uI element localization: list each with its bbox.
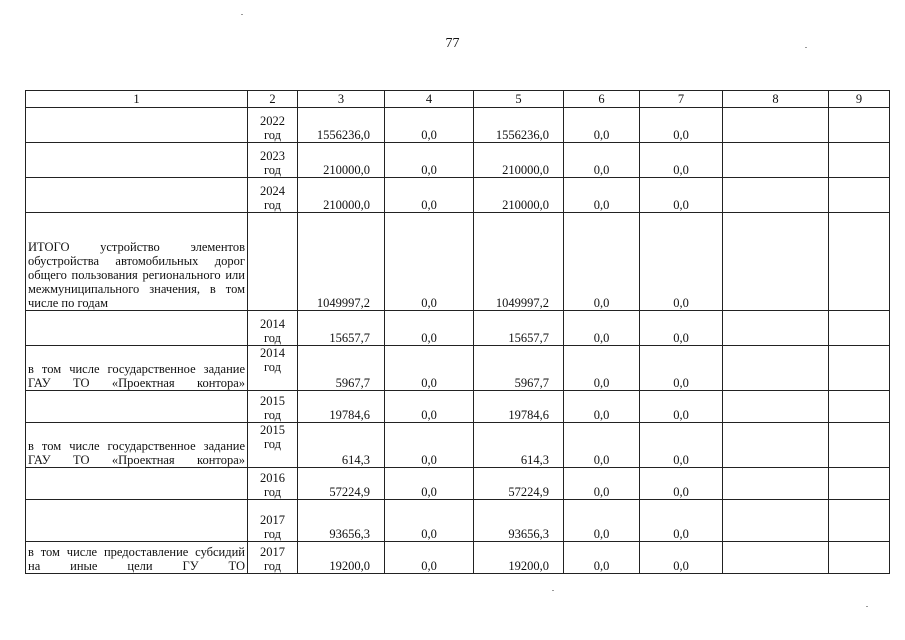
value-cell: 210000,0 [474,178,564,213]
column-header: 2 [248,91,298,108]
table-row [26,143,890,178]
column-header: 9 [829,91,890,108]
column-header: 6 [564,91,640,108]
empty-cell [829,346,890,391]
page-number: 77 [445,36,460,51]
row-label: в том числе государственное задание ГАУ ТО «Проектная контора» [26,346,248,391]
year-cell: 2023 год [248,143,298,178]
budget-table [25,90,890,574]
value-cell: 0,0 [640,346,723,391]
value-cell: 0,0 [564,311,640,346]
value-cell: 0,0 [564,143,640,178]
empty-cell [829,311,890,346]
year-cell: 2024 год [248,178,298,213]
year-cell: 2014 год [248,311,298,346]
value-cell: 0,0 [385,500,474,542]
value-cell: 0,0 [640,423,723,468]
value-cell: 0,0 [564,108,640,143]
empty-cell [723,468,829,500]
value-cell: 0,0 [640,542,723,574]
empty-cell [829,178,890,213]
year-cell: 2015 год [248,391,298,423]
value-cell: 19784,6 [474,391,564,423]
table-row [26,500,890,542]
empty-cell [829,213,890,311]
scan-speck [241,14,243,15]
column-header: 5 [474,91,564,108]
table-row [26,391,890,423]
value-total-cell: 57224,9 [298,468,385,500]
value-cell: 210000,0 [474,143,564,178]
empty-cell [829,423,890,468]
value-cell: 0,0 [640,391,723,423]
value-cell: 0,0 [640,143,723,178]
empty-cell [723,500,829,542]
empty-cell [723,108,829,143]
empty-cell [723,542,829,574]
year-cell: 2016 год [248,468,298,500]
table-row [26,542,890,574]
value-cell: 1049997,2 [474,213,564,311]
empty-cell [829,500,890,542]
row-label [26,178,248,213]
value-cell: 0,0 [564,500,640,542]
value-cell: 0,0 [640,468,723,500]
header-row [26,91,890,108]
row-label [26,311,248,346]
value-cell: 0,0 [640,311,723,346]
value-total-cell: 19200,0 [298,542,385,574]
value-cell: 0,0 [564,423,640,468]
empty-cell [723,143,829,178]
value-cell: 5967,7 [474,346,564,391]
empty-cell [829,468,890,500]
row-label [26,143,248,178]
value-cell: 0,0 [385,213,474,311]
value-total-cell: 19784,6 [298,391,385,423]
row-label: в том числе государственное задание ГАУ ТО «Проектная контора» [26,423,248,468]
value-cell: 0,0 [385,468,474,500]
value-cell: 0,0 [564,346,640,391]
year-cell: 2017 год [248,500,298,542]
column-header: 1 [26,91,248,108]
value-cell: 0,0 [385,143,474,178]
value-cell: 0,0 [640,178,723,213]
value-cell: 0,0 [385,108,474,143]
year-cell: 2015 год [248,423,298,468]
value-cell: 1556236,0 [474,108,564,143]
empty-cell [829,108,890,143]
empty-cell [829,391,890,423]
row-label [26,108,248,143]
table-row [26,346,890,391]
value-cell: 93656,3 [474,500,564,542]
value-cell: 0,0 [385,311,474,346]
table-row [26,178,890,213]
table-row [26,213,890,311]
row-label: в том числе предоставление субсидий на иные цели ГУ ТО [26,542,248,574]
year-cell: 2017 год [248,542,298,574]
value-total-cell: 210000,0 [298,178,385,213]
year-cell: 2014 год [248,346,298,391]
value-cell: 57224,9 [474,468,564,500]
value-cell: 0,0 [564,213,640,311]
value-cell: 0,0 [564,178,640,213]
value-cell: 0,0 [640,108,723,143]
value-cell: 0,0 [385,542,474,574]
empty-cell [723,391,829,423]
scan-speck [805,47,807,48]
column-header: 4 [385,91,474,108]
empty-cell [829,542,890,574]
value-cell: 0,0 [385,423,474,468]
value-cell: 15657,7 [474,311,564,346]
value-total-cell: 614,3 [298,423,385,468]
value-total-cell: 5967,7 [298,346,385,391]
value-cell: 0,0 [564,542,640,574]
row-label: ИТОГО устройство элементов обустройства автомобильных дорог общего пользования регионального или межмуниципального значения, в том числе по годам [26,213,248,311]
value-total-cell: 93656,3 [298,500,385,542]
column-header: 7 [640,91,723,108]
value-cell: 0,0 [385,391,474,423]
value-cell: 0,0 [564,468,640,500]
row-label [26,500,248,542]
scan-speck [866,606,868,607]
empty-cell [723,346,829,391]
empty-cell [723,423,829,468]
value-cell: 0,0 [564,391,640,423]
row-label [26,468,248,500]
empty-cell [723,178,829,213]
empty-cell [723,213,829,311]
value-total-cell: 15657,7 [298,311,385,346]
empty-cell [723,311,829,346]
year-cell [248,213,298,311]
table-row [26,468,890,500]
value-cell: 0,0 [640,500,723,542]
table-row [26,108,890,143]
value-cell: 19200,0 [474,542,564,574]
value-cell: 0,0 [385,178,474,213]
scan-speck [552,590,554,591]
column-header: 8 [723,91,829,108]
table-row [26,423,890,468]
value-cell: 0,0 [640,213,723,311]
table-row [26,311,890,346]
value-cell: 0,0 [385,346,474,391]
row-label [26,391,248,423]
value-total-cell: 1556236,0 [298,108,385,143]
value-total-cell: 210000,0 [298,143,385,178]
value-cell: 614,3 [474,423,564,468]
year-cell: 2022 год [248,108,298,143]
value-total-cell: 1049997,2 [298,213,385,311]
empty-cell [829,143,890,178]
column-header: 3 [298,91,385,108]
